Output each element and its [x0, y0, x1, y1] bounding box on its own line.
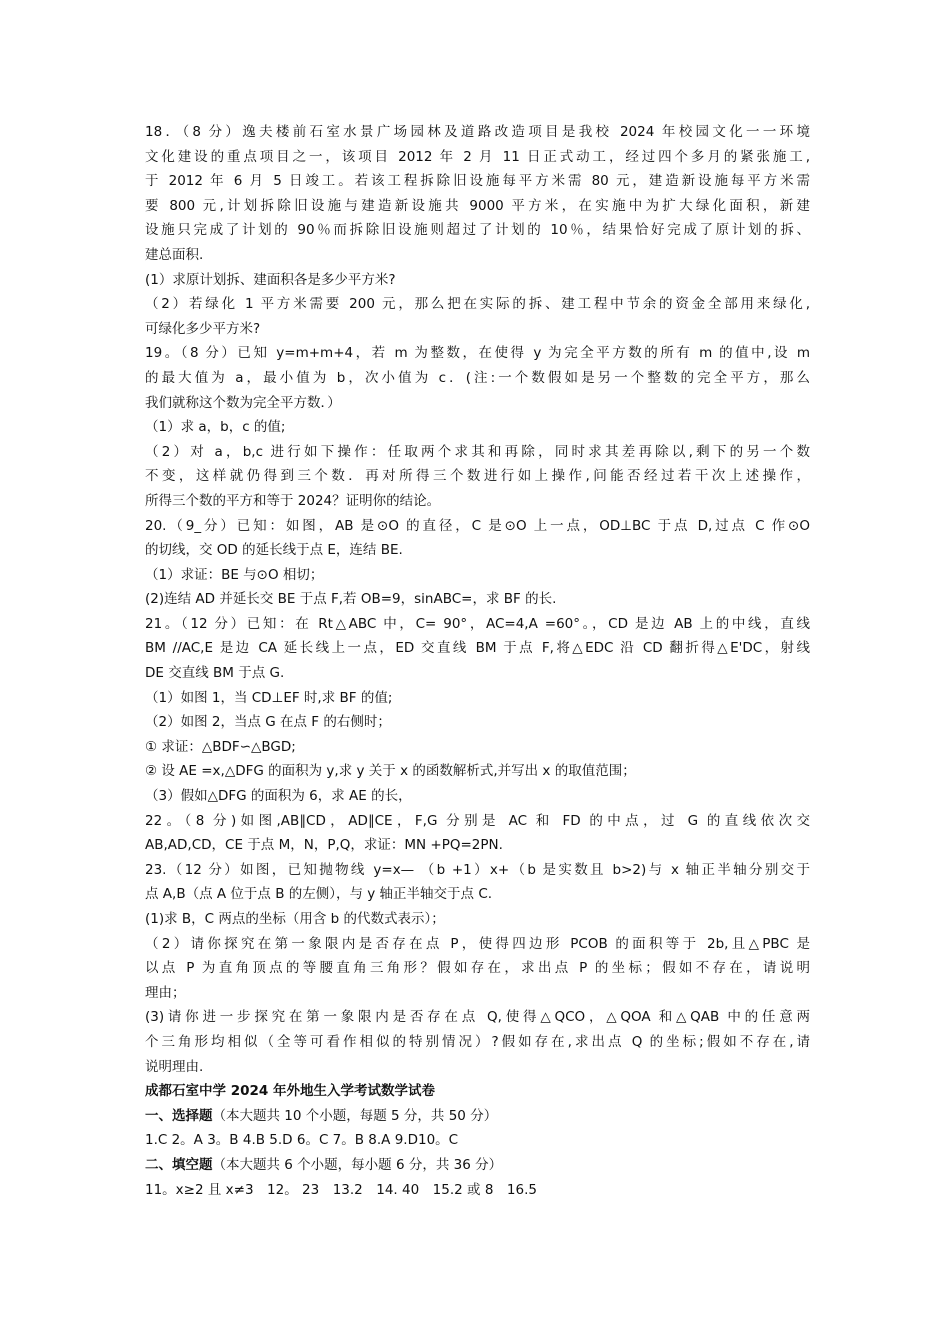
q20-line-1: 20.（9_分）已知：如图，AB 是⊙O 的直径，C 是⊙O 上一点，OD⊥BC 于点 D,过点 C 作⊙O: [145, 517, 810, 534]
q23-part-3-line-3: 说明理由.: [145, 1058, 204, 1075]
q18-part-1: (1）求原计划拆、建面积各是多少平方米?: [145, 271, 396, 288]
q23-line-1: 23.（12 分）如图，已知抛物线 y=x— （b +1）x+（b 是实数且 b>2)与 x 轴正半轴分别交于: [145, 861, 810, 878]
section-2-head: 二、填空题: [145, 1156, 213, 1173]
q23-part-1: (1)求 B，C 两点的坐标（用含 b 的代数式表示）；: [145, 911, 445, 927]
section-2-note: （本大题共 6 个小题，每小题 6 分，共 36 分）: [212, 1156, 503, 1173]
answer-section-1-answers: 1.C 2。A 3。B 4.B 5.D 6。C 7。B 8.A 9.D10。C: [145, 1132, 459, 1149]
section-1-note: （本大题共 10 个小题，每题 5 分，共 50 分）: [212, 1107, 498, 1124]
q20-line-2: 的切线，交 OD 的延长线于点 E，连结 BE.: [145, 542, 403, 559]
q22-line-1: 22。（8 分)如图,AB∥CD，AD∥CE，F,G 分别是 AC 和 FD 的中点，过 G 的直线依次交: [145, 812, 810, 829]
q18-line-4: 要 800 元,计划拆除旧设施与建造新设施共 9000 平方米，在实施中为扩大绿化面积，新建: [145, 197, 810, 214]
q19-part-2-line-2: 不变，这样就仍得到三个数．再对所得三个数进行如上操作,问能否经过若干次上述操作，: [145, 468, 810, 485]
document-page: [145, 120, 810, 1202]
answer-section-2-answers: 11。x≥2 且 x≠3 12。 23 13.2 14. 40 15.2 或 8 16.5: [145, 1181, 537, 1198]
q18-line-5: 设施只完成了计划的 90％而拆除旧设施则超过了计划的 10％，结果恰好完成了原计划的拆、: [145, 222, 810, 239]
q23-part-2-line-1: （2）请你探究在第一象限内是否存在点 P，使得四边形 PCOB 的面积等于 2b,且△PBC 是: [145, 935, 810, 952]
q18-line-1: 18．（8 分）逸夫楼前石室水景广场园林及道路改造项目是我校 2024 年校园文化一一环境: [145, 124, 810, 140]
q23-part-3-line-1: (3)请你进一步探究在第一象限内是否存在点 Q,使得△QCO，△QOA 和△QAB 中的任意两: [145, 1009, 810, 1026]
q21-part-3: （3）假如△DFG 的面积为 6，求 AE 的长，: [145, 788, 412, 805]
q20-part-2: (2)连结 AD 并延长交 BE 于点 F,若 OB=9，sinABC=，求 BF 的长.: [145, 591, 557, 608]
q19-line-3: 我们就称这个数为完全平方数．）: [145, 394, 341, 411]
q18-line-3: 于 2012 年 6 月 5 日竣工。若该工程拆除旧设施每平方米需 80 元，建造新设施每平方米需: [145, 173, 810, 190]
q19-part-2-line-1: （2）对 a，b,c 进行如下操作：任取两个求其和再除，同时求其差再除以,剩下的另一个数: [145, 443, 810, 460]
q21-part-2-item-1: ① 求证：△BDF∽△BGD;: [145, 738, 296, 755]
q21-part-2: （2）如图 2，当点 G 在点 F 的右侧时；: [145, 714, 391, 731]
q23-part-3-line-2: 个三角形均相似（全等可看作相似的特别情况）?假如存在,求出点 Q 的坐标;假如不存在,请: [145, 1033, 810, 1050]
q23-part-2-line-3: 理由；: [145, 984, 186, 1001]
q20-part-1: （1）求证：BE 与⊙O 相切；: [145, 566, 324, 583]
q18-line-2: 文化建设的重点项目之一，该项目 2012 年 2 月 11 日正式动工，经过四个多月的紧张施工,: [145, 148, 810, 165]
q19-part-1: （1）求 a，b，c 的值;: [145, 419, 286, 436]
answer-title: 成都石室中学 2024 年外地生入学考试数学试卷: [145, 1083, 435, 1100]
q18-part-2-line-2: 可绿化多少平方米?: [145, 320, 261, 337]
q21-part-2-item-2: ② 设 AE =x,△DFG 的面积为 y,求 y 关于 x 的函数解析式,并写出 x 的取值范围；: [145, 763, 636, 780]
q22-line-2: AB,AD,CD，CE 于点 M，N，P,Q，求证：MN +PQ=2PN.: [145, 837, 503, 854]
q19-part-2-line-3: 所得三个数的平方和等于 2024？证明你的结论。: [145, 492, 441, 509]
section-1-head: 一、选择题: [145, 1107, 213, 1124]
answer-section-1-heading: [145, 1104, 810, 1129]
q18-line-6: 建总面积.: [145, 246, 204, 263]
q23-part-2-line-2: 以点 P 为直角顶点的等腰直角三角形？假如存在，求出点 P 的坐标；假如不存在，请说明: [145, 960, 810, 977]
q23-line-2: 点 A,B（点 A 位于点 B 的左侧），与 y 轴正半轴交于点 C.: [145, 886, 493, 903]
q21-line-1: 21。（12 分）已知：在 Rt△ABC 中，C= 90°，AC=4,A =60°。，CD 是边 AB 上的中线，直线: [145, 615, 810, 632]
answer-section-2-heading: [145, 1153, 810, 1178]
q21-line-3: DE 交直线 BM 于点 G.: [145, 665, 285, 682]
q19-line-1: 19。（8 分）已知 y=m+m+4，若 m 为整数，在使得 y 为完全平方数的所有 m 的值中,设 m: [145, 345, 810, 362]
q18-part-2-line-1: （2）若绿化 1 平方米需要 200 元，那么把在实际的拆、建工程中节余的资金全部用来绿化,: [145, 296, 810, 313]
q21-line-2: BM //AC,E 是边 CA 延长线上一点，ED 交直线 BM 于点 F,将△EDC 沿 CD 翻折得△E'DC，射线: [145, 640, 810, 657]
q19-line-2: 的最大值为 a，最小值为 b，次小值为 c．(注:一个数假如是另一个整数的完全平方，那么: [145, 369, 810, 386]
q21-part-1: （1）如图 1，当 CD⊥EF 时,求 BF 的值;: [145, 689, 393, 706]
